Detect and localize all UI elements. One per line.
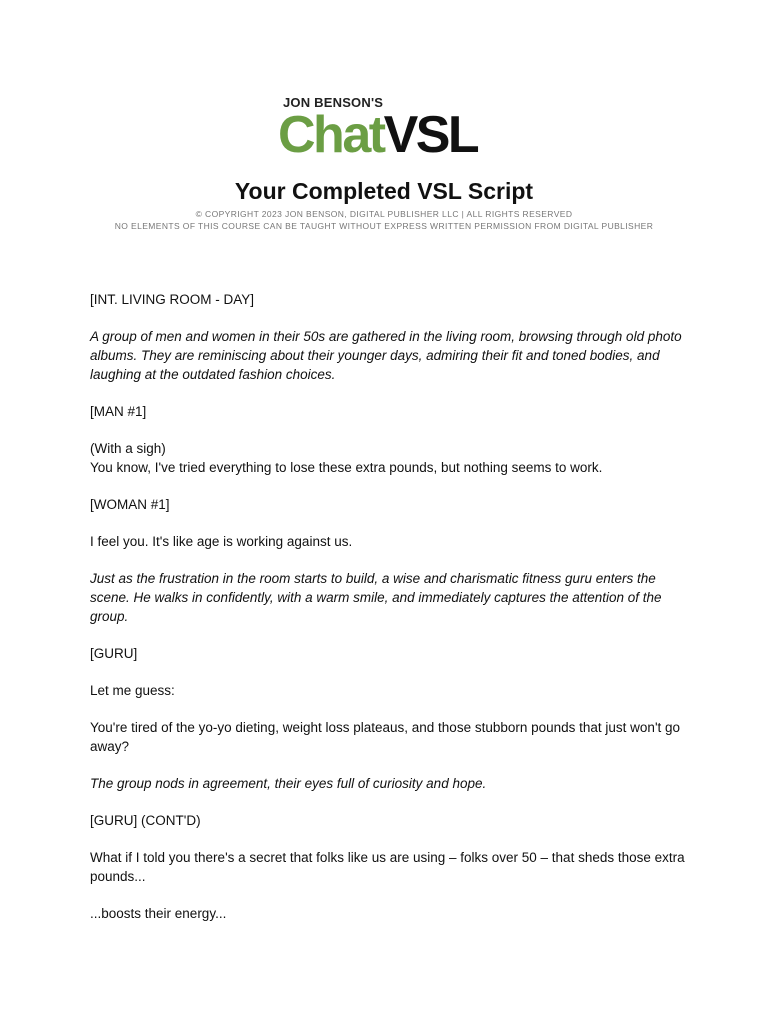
script-paragraph: ...boosts their energy... [90,906,227,921]
script-paragraph: Just as the frustration in the room starts to build, a wise and charismatic fitness guru enters the scene. He walks in confidently, with a warm smile, and immediately captures the attention of the group. [90,571,662,624]
script-paragraph: A group of men and women in their 50s are gathered in the living room, browsing through old photo albums. They are reminiscing about their younger days, admiring their fit and toned bodies, and laughing at the outdated fashion choices. [90,329,682,382]
script-paragraph: (With a sigh) [90,441,166,456]
copyright-line: © COPYRIGHT 2023 JON BENSON, DIGITAL PUBLISHER LLC | ALL RIGHTS RESERVED [195,209,573,219]
script-paragraph: Let me guess: [90,683,175,698]
script-paragraph: [WOMAN #1] [90,497,170,512]
logo-vsl-text: VSL [383,106,478,164]
script-paragraph: [GURU] [90,646,138,661]
script-paragraph: I feel you. It's like age is working against us. [90,534,353,549]
script-paragraph: You're tired of the yo-yo dieting, weight loss plateaus, and those stubborn pounds that just won't go away? [90,720,681,754]
script-paragraph: What if I told you there's a secret that folks like us are using – folks over 50 – that sheds those extra pounds... [90,850,685,884]
logo-wordmark [278,104,477,166]
logo-byline: JON BENSON'S [283,95,384,110]
script-paragraph: [MAN #1] [90,404,147,419]
script-paragraph: [GURU] (CONT'D) [90,813,201,828]
page-title: Your Completed VSL Script [234,178,534,204]
script-paragraph: [INT. LIVING ROOM - DAY] [90,292,255,307]
logo-chat-text: Chat [278,106,384,164]
permission-notice: NO ELEMENTS OF THIS COURSE CAN BE TAUGHT WITHOUT EXPRESS WRITTEN PERMISSION FROM DIGITAL PUBLISHER [114,221,654,231]
script-body [90,290,690,941]
script-paragraph: The group nods in agreement, their eyes full of curiosity and hope. [90,776,487,791]
script-paragraph: You know, I've tried everything to lose these extra pounds, but nothing seems to work. [90,460,603,475]
